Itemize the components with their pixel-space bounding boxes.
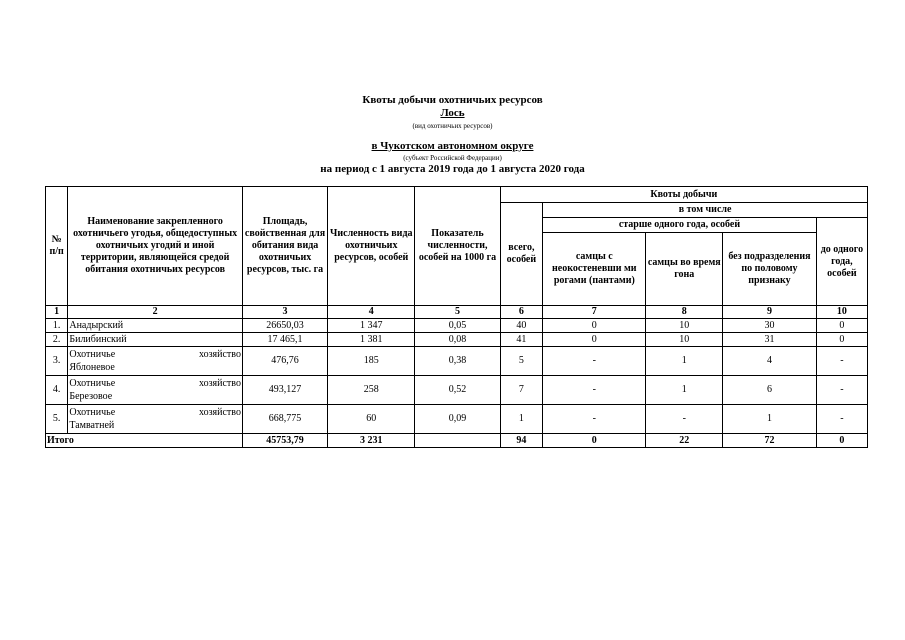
row-name-part: Яблоневое	[69, 362, 115, 373]
header-area: Площадь, свойственная для обитания вида охотничьих ресурсов, тыс. га	[242, 187, 327, 306]
row-total: 5	[500, 347, 543, 376]
total-rut: 22	[646, 434, 723, 448]
header-population: Численность вида охотничьих ресурсов, особей	[328, 187, 415, 306]
row-area: 17 465,1	[242, 333, 327, 347]
row-name-part: Березовое	[69, 391, 113, 402]
column-number-row	[46, 306, 868, 319]
row-population: 1 347	[328, 319, 415, 333]
table-row	[46, 319, 868, 333]
total-label: Итого	[46, 434, 243, 448]
row-area: 668,775	[242, 405, 327, 434]
row-total: 1	[500, 405, 543, 434]
total-nosex: 72	[723, 434, 817, 448]
header-total: всего, особей	[500, 203, 543, 306]
header-density: Показатель численности, особей на 1000 га	[415, 187, 500, 306]
row-young: -	[816, 347, 867, 376]
row-name-part: Тамватней	[69, 420, 115, 431]
row-num: 4.	[46, 376, 68, 405]
row-density: 0,08	[415, 333, 500, 347]
total-population: 3 231	[328, 434, 415, 448]
row-rut: 1	[646, 347, 723, 376]
header-name: Наименование закрепленного охотничьего угодья, общедоступных охотничьих угодий и иной территории, являющейся средой обитания охотничьих ресурсов	[68, 187, 243, 306]
species-caption: (вид охотничьих ресурсов)	[412, 122, 493, 130]
header-including: в том числе	[543, 203, 868, 218]
row-area: 493,127	[242, 376, 327, 405]
header-quotas: Квоты добычи	[500, 187, 867, 203]
col-number: 9	[723, 306, 817, 319]
row-name-part: хозяйство	[198, 378, 241, 389]
row-name	[68, 405, 243, 434]
col-number: 5	[415, 306, 500, 319]
row-rut: 10	[646, 319, 723, 333]
row-name-part: хозяйство	[198, 349, 241, 360]
row-density: 0,05	[415, 319, 500, 333]
total-young: 0	[816, 434, 867, 448]
row-velvet: -	[543, 376, 646, 405]
row-young: -	[816, 376, 867, 405]
row-population: 258	[328, 376, 415, 405]
row-name: Билибинский	[68, 333, 243, 347]
row-num: 2.	[46, 333, 68, 347]
header-num: № п/п	[46, 187, 68, 306]
row-total: 40	[500, 319, 543, 333]
table-row	[46, 405, 868, 434]
row-num: 3.	[46, 347, 68, 376]
row-area: 26650,03	[242, 319, 327, 333]
row-young: 0	[816, 319, 867, 333]
row-density: 0,38	[415, 347, 500, 376]
col-number: 6	[500, 306, 543, 319]
row-velvet: -	[543, 405, 646, 434]
row-nosex: 1	[723, 405, 817, 434]
region-caption: (субъект Российской Федерации)	[403, 154, 502, 162]
col-number: 4	[328, 306, 415, 319]
region-name: в Чукотском автономном округе	[371, 140, 534, 152]
header-males-rut: самцы во время гона	[646, 233, 723, 306]
row-rut: 10	[646, 333, 723, 347]
row-density: 0,09	[415, 405, 500, 434]
row-rut: -	[646, 405, 723, 434]
row-density: 0,52	[415, 376, 500, 405]
row-population: 60	[328, 405, 415, 434]
col-number: 2	[68, 306, 243, 319]
col-number: 7	[543, 306, 646, 319]
row-name-part: Охотничье	[69, 378, 116, 389]
total-density	[415, 434, 500, 448]
row-name-part: Охотничье	[69, 349, 116, 360]
total-velvet: 0	[543, 434, 646, 448]
row-name: Анадырский	[68, 319, 243, 333]
row-name	[68, 376, 243, 405]
row-num: 5.	[46, 405, 68, 434]
col-number: 8	[646, 306, 723, 319]
document-title: Квоты добычи охотничьих ресурсов	[362, 94, 543, 106]
row-nosex: 6	[723, 376, 817, 405]
row-total: 41	[500, 333, 543, 347]
header-males-velvet: самцы с неокостеневши ми рогами (пантами)	[543, 233, 646, 306]
row-young: 0	[816, 333, 867, 347]
row-velvet: 0	[543, 333, 646, 347]
row-total: 7	[500, 376, 543, 405]
total-total: 94	[500, 434, 543, 448]
table-row	[46, 347, 868, 376]
row-velvet: -	[543, 347, 646, 376]
col-number: 10	[816, 306, 867, 319]
row-population: 185	[328, 347, 415, 376]
row-name-part: Охотничье	[69, 407, 116, 418]
row-rut: 1	[646, 376, 723, 405]
row-velvet: 0	[543, 319, 646, 333]
species-name: Лось	[440, 107, 465, 119]
header-no-sex: без подразделения по половому признаку	[723, 233, 817, 306]
quota-table	[45, 186, 868, 448]
row-area: 476,76	[242, 347, 327, 376]
table-row	[46, 333, 868, 347]
total-row	[46, 434, 868, 448]
row-name-part: хозяйство	[198, 407, 241, 418]
row-population: 1 381	[328, 333, 415, 347]
row-young: -	[816, 405, 867, 434]
total-area: 45753,79	[242, 434, 327, 448]
period-line: на период с 1 августа 2019 года до 1 августа 2020 года	[320, 163, 585, 175]
row-num: 1.	[46, 319, 68, 333]
col-number: 1	[46, 306, 68, 319]
header-older: старше одного года, особей	[543, 218, 817, 233]
table-row	[46, 376, 868, 405]
row-nosex: 31	[723, 333, 817, 347]
header-under-one: до одного года, особей	[816, 218, 867, 306]
col-number: 3	[242, 306, 327, 319]
row-nosex: 30	[723, 319, 817, 333]
row-name	[68, 347, 243, 376]
row-nosex: 4	[723, 347, 817, 376]
